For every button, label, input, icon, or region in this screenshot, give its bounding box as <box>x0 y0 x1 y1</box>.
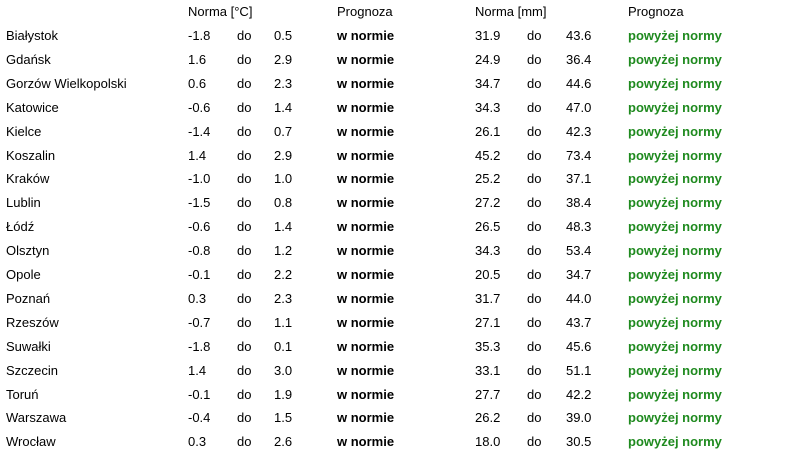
temp-forecast-cell: w normie <box>337 362 395 378</box>
table-row <box>0 146 800 170</box>
precip-max-cell: 73.4 <box>566 147 592 163</box>
table-row <box>0 98 800 122</box>
precip-min-cell: 24.9 <box>475 51 501 67</box>
precip-max-cell: 36.4 <box>566 51 592 67</box>
precip-range-word: do <box>527 243 542 259</box>
precip-range-word: do <box>527 267 542 282</box>
temp-range-word: do <box>237 123 252 139</box>
precip-forecast-cell: powyżej normy <box>628 219 722 235</box>
table-row <box>0 361 800 385</box>
city-cell: Opole <box>6 267 41 282</box>
precip-range-word: do <box>527 219 542 235</box>
temp-max-cell: 2.3 <box>274 290 293 306</box>
temp-max-cell: 1.1 <box>274 314 293 330</box>
temp-max-cell: 1.9 <box>274 386 293 402</box>
precip-max-cell: 44.6 <box>566 75 592 91</box>
precip-range-word: do <box>527 314 542 330</box>
table-row <box>0 408 800 432</box>
precip-max-cell: 43.6 <box>566 28 592 43</box>
temp-norm-header: Norma [°C] <box>188 4 253 19</box>
temp-forecast-cell: w normie <box>337 51 395 67</box>
precip-max-cell: 45.6 <box>566 338 592 354</box>
temp-min-cell: -1.8 <box>188 338 211 354</box>
precip-range-word: do <box>527 434 542 450</box>
precip-min-cell: 26.5 <box>475 219 501 235</box>
precip-min-cell: 27.2 <box>475 195 501 211</box>
table-row <box>0 241 800 265</box>
precip-forecast-cell: powyżej normy <box>628 75 722 91</box>
temp-max-cell: 1.4 <box>274 99 293 115</box>
table-row <box>0 265 800 289</box>
city-cell: Szczecin <box>6 362 59 378</box>
precip-min-cell: 31.9 <box>475 28 501 43</box>
temp-forecast-cell: w normie <box>337 338 395 354</box>
city-cell: Białystok <box>6 28 59 43</box>
temp-min-cell: -1.0 <box>188 171 211 187</box>
precip-forecast-cell: powyżej normy <box>628 171 722 187</box>
temp-forecast-cell: w normie <box>337 314 395 330</box>
precip-min-cell: 26.2 <box>475 410 501 426</box>
precip-min-cell: 26.1 <box>475 123 501 139</box>
temp-range-word: do <box>237 75 252 91</box>
precip-min-cell: 34.3 <box>475 243 501 259</box>
temp-range-word: do <box>237 362 252 378</box>
temp-forecast-cell: w normie <box>337 243 395 259</box>
temp-range-word: do <box>237 243 252 259</box>
temp-max-cell: 2.3 <box>274 75 293 91</box>
temp-min-cell: -1.8 <box>188 28 211 43</box>
temp-min-cell: 0.6 <box>188 75 207 91</box>
temp-min-cell: -0.1 <box>188 386 211 402</box>
precip-max-cell: 42.3 <box>566 123 592 139</box>
table-row <box>0 337 800 361</box>
temp-min-cell: -1.4 <box>188 123 211 139</box>
precip-range-word: do <box>527 410 542 426</box>
precip-range-word: do <box>527 75 542 91</box>
temp-forecast-header: Prognoza <box>337 4 393 19</box>
temp-forecast-cell: w normie <box>337 123 395 139</box>
precip-max-cell: 43.7 <box>566 314 592 330</box>
temp-forecast-cell: w normie <box>337 75 395 91</box>
precip-forecast-cell: powyżej normy <box>628 99 722 115</box>
precip-range-word: do <box>527 99 542 115</box>
precip-range-word: do <box>527 386 542 402</box>
temp-forecast-cell: w normie <box>337 410 395 426</box>
temp-max-cell: 2.9 <box>274 51 293 67</box>
city-cell: Suwałki <box>6 338 51 354</box>
temp-max-cell: 2.2 <box>274 267 293 282</box>
table-row <box>0 217 800 241</box>
temp-forecast-cell: w normie <box>337 99 395 115</box>
precip-range-word: do <box>527 290 542 306</box>
temp-range-word: do <box>237 171 252 187</box>
precip-max-cell: 48.3 <box>566 219 592 235</box>
precip-max-cell: 53.4 <box>566 243 592 259</box>
temp-range-word: do <box>237 99 252 115</box>
precip-min-cell: 27.1 <box>475 314 501 330</box>
precip-min-cell: 34.7 <box>475 75 501 91</box>
temp-forecast-cell: w normie <box>337 290 395 306</box>
temp-forecast-cell: w normie <box>337 28 395 43</box>
precip-max-cell: 51.1 <box>566 362 592 378</box>
temp-range-word: do <box>237 219 252 235</box>
temp-max-cell: 0.1 <box>274 338 293 354</box>
precip-min-cell: 33.1 <box>475 362 501 378</box>
temp-range-word: do <box>237 290 252 306</box>
header-row <box>0 2 800 26</box>
temp-max-cell: 2.6 <box>274 434 293 450</box>
temp-forecast-cell: w normie <box>337 195 395 211</box>
precip-forecast-cell: powyżej normy <box>628 338 722 354</box>
precip-range-word: do <box>527 147 542 163</box>
precip-max-cell: 37.1 <box>566 171 592 187</box>
precip-forecast-cell: powyżej normy <box>628 195 722 211</box>
city-cell: Katowice <box>6 99 59 115</box>
temp-min-cell: -1.5 <box>188 195 211 211</box>
temp-range-word: do <box>237 314 252 330</box>
precip-min-cell: 31.7 <box>475 290 501 306</box>
precip-forecast-cell: powyżej normy <box>628 434 722 450</box>
temp-min-cell: -0.4 <box>188 410 211 426</box>
precip-min-cell: 35.3 <box>475 338 501 354</box>
temp-max-cell: 0.7 <box>274 123 293 139</box>
temp-range-word: do <box>237 410 252 426</box>
temp-forecast-cell: w normie <box>337 171 395 187</box>
temp-range-word: do <box>237 267 252 282</box>
temp-max-cell: 2.9 <box>274 147 293 163</box>
table-row <box>0 26 800 50</box>
city-cell: Toruń <box>6 386 39 402</box>
temp-max-cell: 3.0 <box>274 362 293 378</box>
city-cell: Gorzów Wielkopolski <box>6 75 127 91</box>
table-row <box>0 313 800 337</box>
temp-max-cell: 1.4 <box>274 219 293 235</box>
precip-forecast-cell: powyżej normy <box>628 386 722 402</box>
temp-range-word: do <box>237 147 252 163</box>
temp-range-word: do <box>237 195 252 211</box>
precip-range-word: do <box>527 195 542 211</box>
temp-min-cell: -0.1 <box>188 267 211 282</box>
precip-forecast-cell: powyżej normy <box>628 267 722 282</box>
precip-max-cell: 42.2 <box>566 386 592 402</box>
precip-range-word: do <box>527 362 542 378</box>
city-cell: Poznań <box>6 290 51 306</box>
table-row <box>0 289 800 313</box>
table-row <box>0 50 800 74</box>
precip-max-cell: 34.7 <box>566 267 592 282</box>
precip-max-cell: 44.0 <box>566 290 592 306</box>
temp-range-word: do <box>237 28 252 43</box>
city-cell: Warszawa <box>6 410 67 426</box>
precip-min-cell: 25.2 <box>475 171 501 187</box>
precip-forecast-cell: powyżej normy <box>628 243 722 259</box>
precip-forecast-cell: powyżej normy <box>628 28 722 43</box>
table-row <box>0 385 800 409</box>
precip-forecast-cell: powyżej normy <box>628 147 722 163</box>
temp-min-cell: 1.6 <box>188 51 207 67</box>
precip-forecast-cell: powyżej normy <box>628 51 722 67</box>
city-cell: Olsztyn <box>6 243 50 259</box>
table-row <box>0 193 800 217</box>
temp-forecast-cell: w normie <box>337 219 395 235</box>
temp-min-cell: 1.4 <box>188 147 207 163</box>
city-cell: Koszalin <box>6 147 56 163</box>
temp-max-cell: 1.0 <box>274 171 293 187</box>
temp-min-cell: -0.7 <box>188 314 211 330</box>
table-row <box>0 122 800 146</box>
precip-min-cell: 27.7 <box>475 386 501 402</box>
precip-range-word: do <box>527 338 542 354</box>
city-cell: Lublin <box>6 195 41 211</box>
precip-range-word: do <box>527 51 542 67</box>
precip-max-cell: 47.0 <box>566 99 592 115</box>
city-cell: Kielce <box>6 123 42 139</box>
precip-min-cell: 45.2 <box>475 147 501 163</box>
temp-max-cell: 0.5 <box>274 28 293 43</box>
temp-max-cell: 1.2 <box>274 243 293 259</box>
temp-range-word: do <box>237 386 252 402</box>
precip-max-cell: 39.0 <box>566 410 592 426</box>
city-cell: Łódź <box>6 219 35 235</box>
precip-max-cell: 30.5 <box>566 434 592 450</box>
city-cell: Rzeszów <box>6 314 59 330</box>
precip-range-word: do <box>527 123 542 139</box>
precip-min-cell: 20.5 <box>475 267 501 282</box>
precip-forecast-cell: powyżej normy <box>628 362 722 378</box>
precip-forecast-cell: powyżej normy <box>628 314 722 330</box>
temp-min-cell: 1.4 <box>188 362 207 378</box>
temp-min-cell: -0.6 <box>188 99 211 115</box>
temp-min-cell: 0.3 <box>188 434 207 450</box>
precip-max-cell: 38.4 <box>566 195 592 211</box>
temp-forecast-cell: w normie <box>337 267 395 282</box>
temp-range-word: do <box>237 434 252 450</box>
precip-min-cell: 18.0 <box>475 434 501 450</box>
precip-min-cell: 34.3 <box>475 99 501 115</box>
table-row <box>0 74 800 98</box>
temp-min-cell: 0.3 <box>188 290 207 306</box>
temp-forecast-cell: w normie <box>337 147 395 163</box>
city-cell: Wrocław <box>6 434 56 450</box>
precip-norm-header: Norma [mm] <box>475 4 547 19</box>
precip-forecast-cell: powyżej normy <box>628 290 722 306</box>
temp-forecast-cell: w normie <box>337 434 395 450</box>
precip-forecast-header: Prognoza <box>628 4 684 19</box>
precip-range-word: do <box>527 28 542 43</box>
temp-min-cell: -0.6 <box>188 219 211 235</box>
temp-range-word: do <box>237 338 252 354</box>
city-cell: Gdańsk <box>6 51 51 67</box>
precip-forecast-cell: powyżej normy <box>628 410 722 426</box>
temp-range-word: do <box>237 51 252 67</box>
temp-max-cell: 0.8 <box>274 195 293 211</box>
table-row <box>0 169 800 193</box>
precip-forecast-cell: powyżej normy <box>628 123 722 139</box>
precip-range-word: do <box>527 171 542 187</box>
temp-max-cell: 1.5 <box>274 410 293 426</box>
temp-forecast-cell: w normie <box>337 386 395 402</box>
temp-min-cell: -0.8 <box>188 243 211 259</box>
table-row <box>0 432 800 456</box>
city-cell: Kraków <box>6 171 50 187</box>
